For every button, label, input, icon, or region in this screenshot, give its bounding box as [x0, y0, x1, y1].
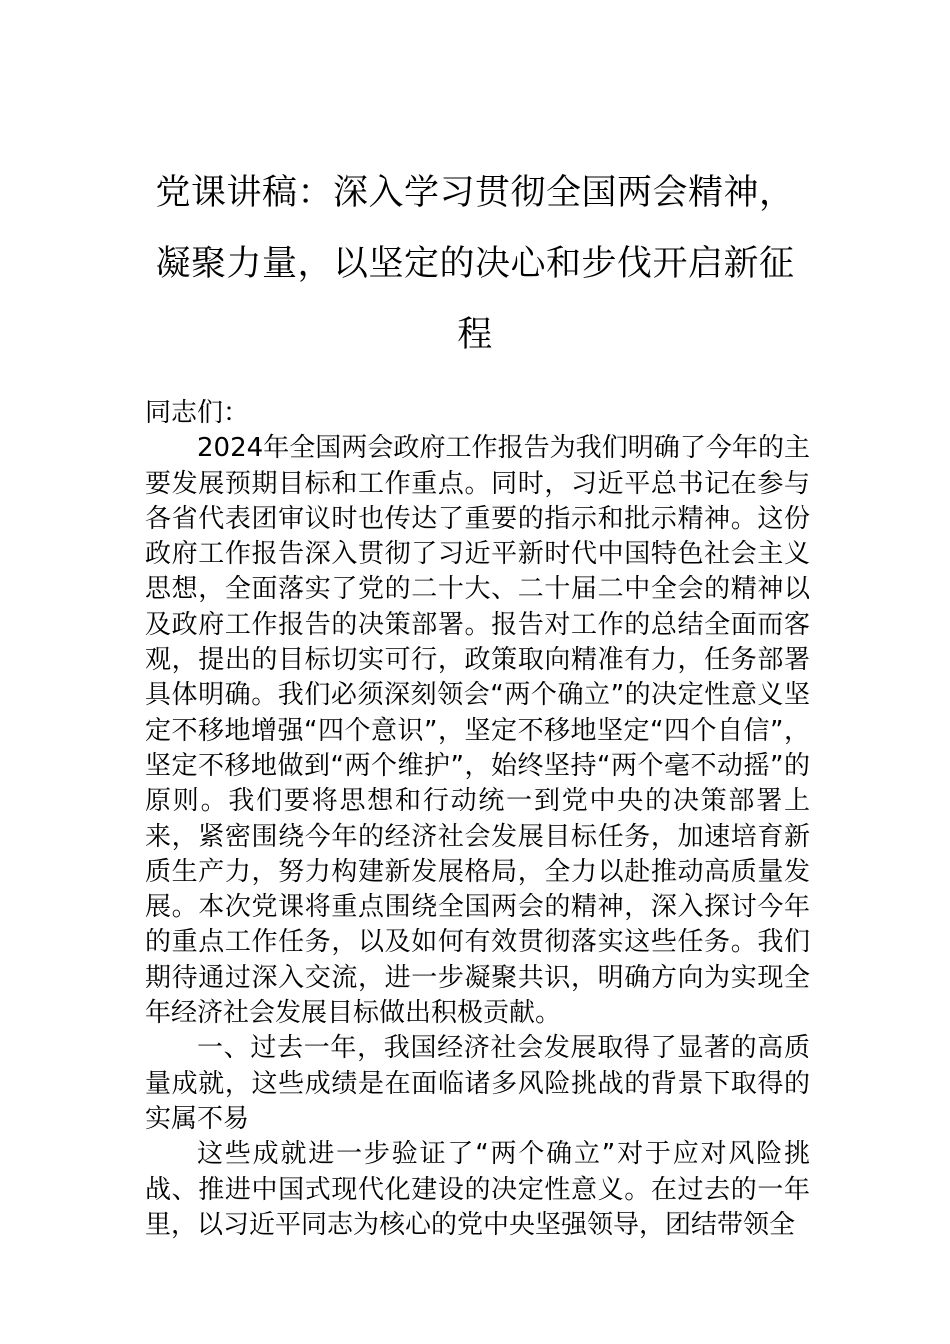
paragraph-intro: 2024年全国两会政府工作报告为我们明确了今年的主要发展预期目标和工作重点。同时，习近平总书记在参与各省代表团审议时也传达了重要的指示和批示精神。这份政府工作报告深入贯彻了习近平新时代中国特色社会主义思想，全面落实了党的二十大、二十届二中全会的精神以及政府工作报告的决策部署。报告对工作的总结全面而客观，提出的目标切实可行，政策取向精准有力，任务部署具体明确。我们必须深刻领会“两个确立”的决定性意义坚定不移地增强“四个意识”，坚定不移地坚定“四个自信”，坚定不移地做到“两个维护”，始终坚持“两个毫不动摇”的原则。我们要将思想和行动统一到党中央的决策部署上来，紧密围绕今年的经济社会发展目标任务，加速培育新质生产力，努力构建新发展格局，全力以赴推动高质量发展。本次党课将重点围绕全国两会的精神，深入探讨今年的重点工作任务，以及如何有效贯彻落实这些任务。我们期待通过深入交流，进一步凝聚共识，明确方向为实现全年经济社会发展目标做出积极贡献。 [145, 433, 810, 1029]
section-heading-1: 一、过去一年，我国经济社会发展取得了显著的高质量成就，这些成绩是在面临诸多风险挑战的背景下取得的实属不易 [145, 1033, 810, 1134]
document-title: 党课讲稿：深入学习贯彻全国两会精神，凝聚力量，以坚定的决心和步伐开启新征程 [155, 173, 795, 355]
paragraph-section-1: 这些成就进一步验证了“两个确立”对于应对风险挑战、推进中国式现代化建设的决定性意义。在过去的一年里，以习近平同志为核心的党中央坚强领导，团结带领全 [145, 1139, 810, 1240]
document-body [145, 396, 810, 1243]
salutation: 同志们： [145, 398, 250, 428]
